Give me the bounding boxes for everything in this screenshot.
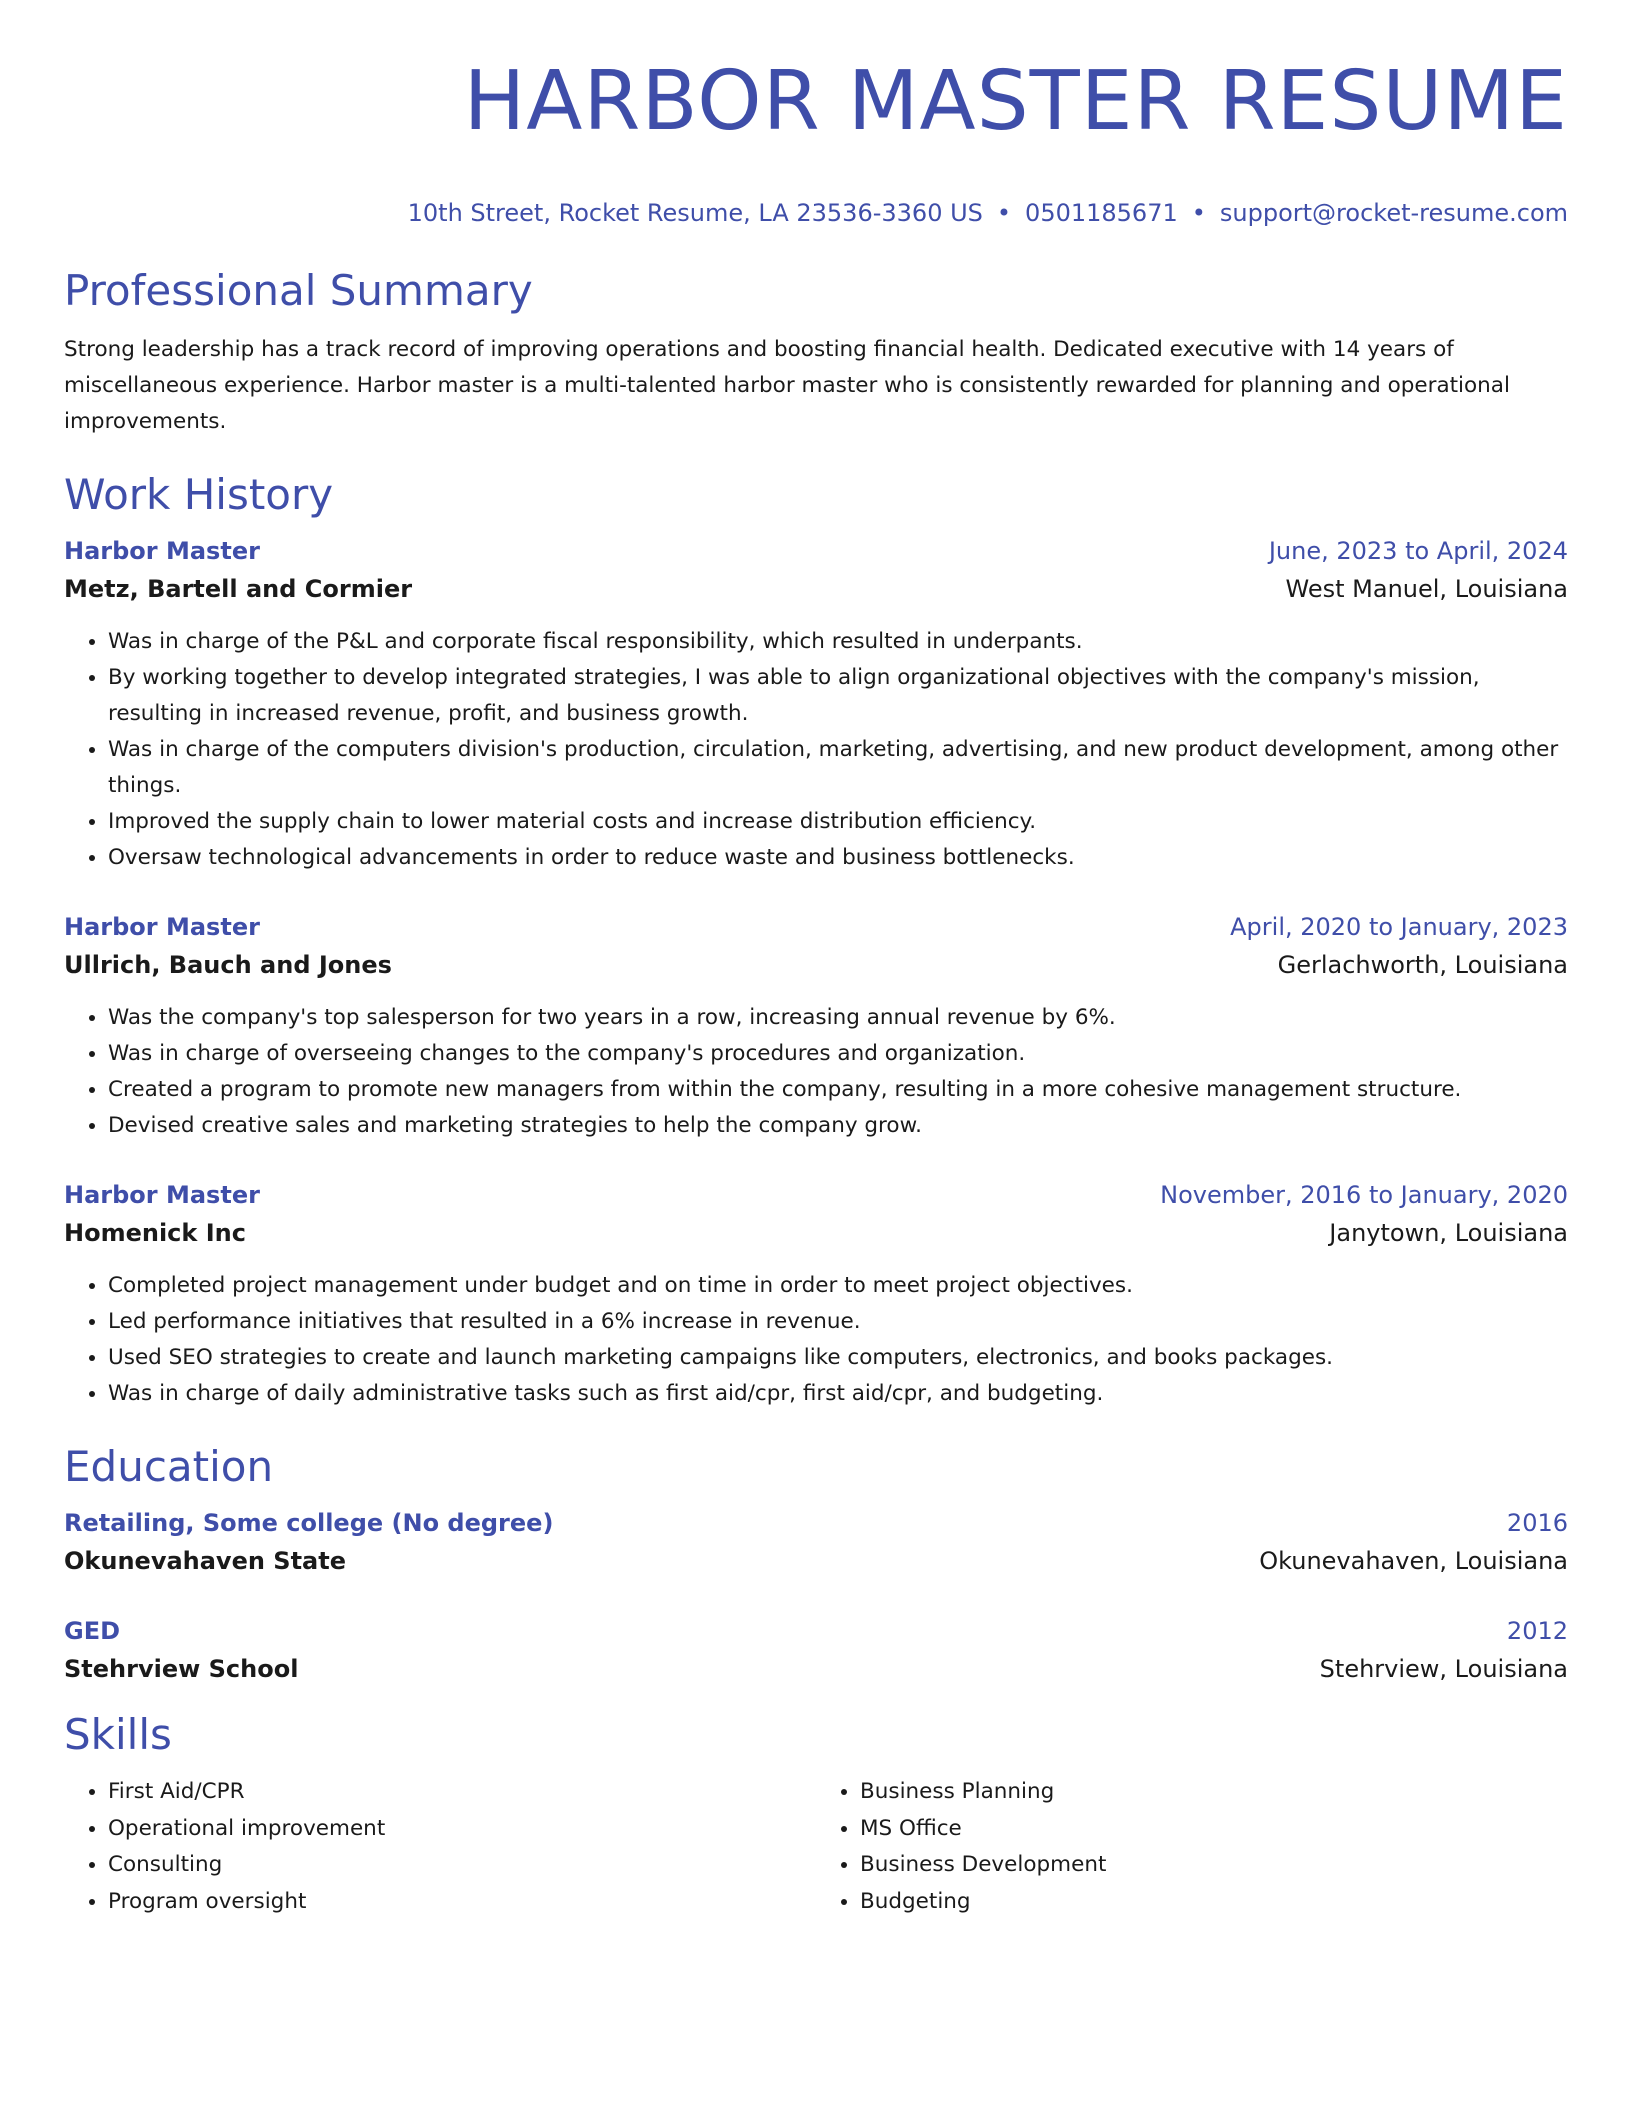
skills-section xyxy=(64,1710,1568,1920)
education-location: Stehrview, Louisiana xyxy=(1319,1655,1568,1683)
job-bullet: • By working together to develop integrated strategies, I was able to align organizational objectives with the company's mission, resulting in increased revenue, profit, and business growth. xyxy=(108,660,1568,732)
contact-separator: • xyxy=(1191,199,1206,227)
job-company: Homenick Inc xyxy=(64,1219,246,1247)
job-bullet: • Used SEO strategies to create and launch marketing campaigns like computers, electronics, and books packages. xyxy=(108,1340,1568,1376)
skill-item: • Budgeting xyxy=(860,1884,1568,1921)
job-company-row xyxy=(64,570,1568,608)
job-dates: April, 2020 to January, 2023 xyxy=(1230,913,1568,941)
skills-heading: Skills xyxy=(64,1710,172,1759)
education-degree: GED xyxy=(64,1617,121,1645)
skills-list-right xyxy=(816,1774,1568,1920)
job-bullet: • Led performance initiatives that resulted in a 6% increase in revenue. xyxy=(108,1304,1568,1340)
skill-item: • First Aid/CPR xyxy=(108,1774,816,1811)
job-role: Harbor Master xyxy=(64,537,260,565)
contact-email[interactable]: support@rocket-resume.com xyxy=(1219,199,1568,227)
job-header-row xyxy=(64,908,1568,946)
job-bullet: • Was the company's top salesperson for two years in a row, increasing annual revenue by 6%. xyxy=(108,1000,1568,1036)
resume-title: HARBOR MASTER RESUME xyxy=(463,54,1568,149)
job-bullets xyxy=(64,1268,1568,1412)
education-entry xyxy=(64,1504,1568,1580)
skill-item: • Operational improvement xyxy=(108,1811,816,1848)
job-bullet: • Created a program to promote new managers from within the company, resulting in a more cohesive management structure. xyxy=(108,1072,1568,1108)
education-entry xyxy=(64,1612,1568,1688)
job-company: Metz, Bartell and Cormier xyxy=(64,575,413,603)
job-location: Janytown, Louisiana xyxy=(1329,1219,1568,1247)
work-history-section xyxy=(64,470,1568,1412)
job-bullet: • Devised creative sales and marketing strategies to help the company grow. xyxy=(108,1108,1568,1144)
job-dates: June, 2023 to April, 2024 xyxy=(1268,537,1568,565)
job-entry xyxy=(64,1176,1568,1412)
summary-section xyxy=(64,266,1568,440)
education-school-row xyxy=(64,1542,1568,1580)
job-entry xyxy=(64,532,1568,876)
job-company: Ullrich, Bauch and Jones xyxy=(64,951,392,979)
job-bullets xyxy=(64,1000,1568,1144)
job-bullet: • Completed project management under budget and on time in order to meet project objectives. xyxy=(108,1268,1568,1304)
job-header-row xyxy=(64,532,1568,570)
job-location: West Manuel, Louisiana xyxy=(1285,575,1568,603)
job-role: Harbor Master xyxy=(64,1181,260,1209)
education-header-row xyxy=(64,1612,1568,1650)
job-location: Gerlachworth, Louisiana xyxy=(1277,951,1568,979)
skill-item: • Program oversight xyxy=(108,1884,816,1921)
job-entry xyxy=(64,908,1568,1144)
education-location: Okunevahaven, Louisiana xyxy=(1259,1547,1568,1575)
job-bullets xyxy=(64,624,1568,876)
job-header-row xyxy=(64,1176,1568,1214)
summary-text: Strong leadership has a track record of improving operations and boosting financial health. Dedicated executive with 14 years of miscellaneous experience. Harbor master is a multi-talented harbor master who is consistently rewarded for planning and operational improvements. xyxy=(64,337,1510,434)
education-school-row xyxy=(64,1650,1568,1688)
job-bullet: • Was in charge of the computers division's production, circulation, marketing, advertising, and new product development, among other things. xyxy=(108,732,1568,804)
skill-item: • Consulting xyxy=(108,1847,816,1884)
education-school: Okunevahaven State xyxy=(64,1547,346,1575)
education-year: 2016 xyxy=(1506,1509,1568,1537)
job-dates: November, 2016 to January, 2020 xyxy=(1160,1181,1568,1209)
job-bullet: • Was in charge of daily administrative tasks such as first aid/cpr, first aid/cpr, and budgeting. xyxy=(108,1376,1568,1412)
summary-heading: Professional Summary xyxy=(64,266,533,315)
job-bullet: • Oversaw technological advancements in order to reduce waste and business bottlenecks. xyxy=(108,840,1568,876)
education-header-row xyxy=(64,1504,1568,1542)
education-heading: Education xyxy=(64,1442,274,1491)
education-degree: Retailing, Some college (No degree) xyxy=(64,1509,554,1537)
job-bullet: • Was in charge of the P&L and corporate fiscal responsibility, which resulted in underpants. xyxy=(108,624,1568,660)
education-year: 2012 xyxy=(1506,1617,1568,1645)
job-company-row xyxy=(64,1214,1568,1252)
contact-separator: • xyxy=(996,199,1012,227)
skill-item: • Business Development xyxy=(860,1847,1568,1884)
contact-address: 10th Street, Rocket Resume, LA 23536-3360 US xyxy=(407,199,983,227)
job-role: Harbor Master xyxy=(64,913,260,941)
contact-line xyxy=(64,196,1568,230)
job-bullet: • Improved the supply chain to lower material costs and increase distribution efficiency. xyxy=(108,804,1568,840)
job-bullet: • Was in charge of overseeing changes to the company's procedures and organization. xyxy=(108,1036,1568,1072)
skills-list-left xyxy=(64,1774,816,1920)
skill-item: • MS Office xyxy=(860,1811,1568,1848)
contact-phone: 0501185671 xyxy=(1025,199,1178,227)
education-school: Stehrview School xyxy=(64,1655,299,1683)
education-section xyxy=(64,1442,1568,1688)
skill-item: • Business Planning xyxy=(860,1774,1568,1811)
skills-columns xyxy=(64,1774,1568,1920)
work-history-heading: Work History xyxy=(64,470,334,519)
job-company-row xyxy=(64,946,1568,984)
